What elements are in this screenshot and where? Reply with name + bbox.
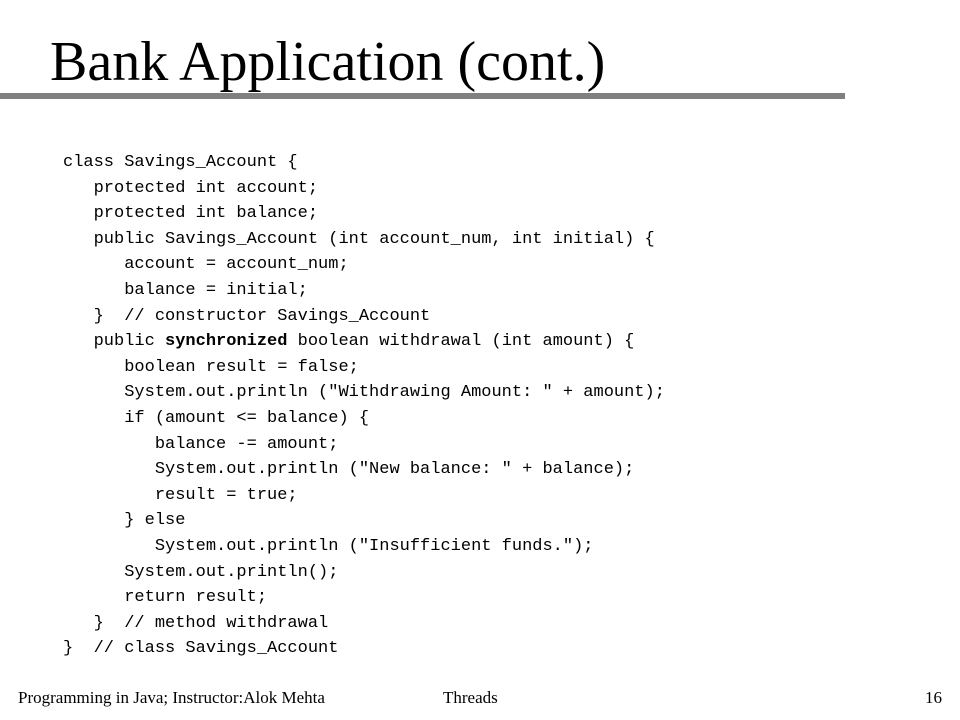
code-line: } // constructor Savings_Account [63,306,431,326]
title-underline [0,93,845,99]
code-line: result = true; [63,485,298,505]
code-line: class Savings_Account { [63,153,298,172]
footer-page-number: 16 [925,688,942,707]
code-segment: public [63,332,166,352]
code-line: public Savings_Account (int account_num, int initial) { [63,229,655,249]
code-line: System.out.println ("New balance: " + balance); [63,460,635,480]
code-line: } // class Savings_Account [63,639,339,659]
code-line: account = account_num; [63,255,349,275]
code-line: System.out.println ("Withdrawing Amount: " + amount); [63,383,665,403]
code-line: protected int account; [63,178,319,198]
synchronized-keyword: synchronized [165,332,288,352]
slide-title: Bank Application (cont.) [50,31,606,93]
code-line: } else [63,511,186,531]
code-block [63,150,665,662]
code-line: } // method withdrawal [63,613,329,633]
code-line: protected int balance; [63,204,319,224]
code-line: balance -= amount; [63,434,339,454]
code-line: System.out.println(); [63,562,339,582]
footer-course-label: Programming in Java; Instructor:Alok Mehta [18,688,325,707]
code-line-synchronized [63,329,665,355]
code-line: if (amount <= balance) { [63,408,370,428]
code-line: System.out.println ("Insufficient funds."); [63,536,594,556]
code-line: return result; [63,588,268,608]
code-line: boolean result = false; [63,357,359,377]
footer-topic-label: Threads [443,688,498,707]
code-line: balance = initial; [63,280,308,300]
code-segment: boolean withdrawal (int amount) { [287,332,635,352]
